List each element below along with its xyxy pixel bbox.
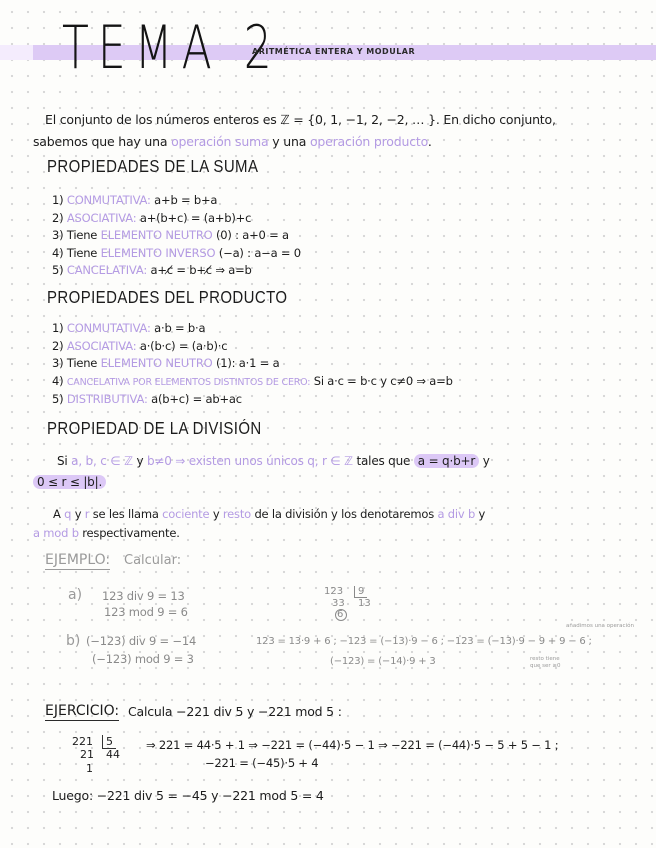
ejemplo-b-line-2: (−123) mod 9 = 3 — [92, 652, 194, 666]
ejercicio-work-2: −221 = (−45)·5 + 4 — [205, 756, 319, 770]
suma-list — [52, 192, 301, 280]
division-dividend: 123 — [324, 586, 344, 597]
ejemplo-b-label: b) — [66, 633, 81, 649]
producto-item-5: 5) DISTRIBUTIVA: a(b+c) = ab+ac — [52, 392, 242, 406]
suma-item-2: 2) ASOCIATIVA: a+(b+c) = (a+b)+c — [52, 210, 252, 225]
ejercicio-work-1: ⇒ 221 = 44·5 + 1 ⇒ −221 = (−44)·5 − 1 ⇒ −221 = (−44)·5 − 5 + 5 − 1 ; — [146, 738, 559, 752]
division-paragraph-1-line-2: 0 ≤ r ≤ |b|. — [33, 475, 106, 489]
division-paragraph-1-line-1: Si a, b, c ∈ ℤ y b≠0 ⇒ existen unos únicos q, r ∈ ℤ tales que a = q·b+r y — [57, 454, 490, 468]
heading-division: PROPIEDAD DE LA DIVISIÓN — [47, 419, 262, 439]
ejemplo-b-work-1: 123 = 13·9 + 6 ; −123 = (−13)·9 − 6 ; −123 = (−13)·9 − 9 + 9 − 6 ; — [256, 636, 592, 647]
ejercicio-result: Luego: −221 div 5 = −45 y −221 mod 5 = 4 — [52, 788, 324, 803]
division-remainder: 1 — [86, 762, 93, 775]
remainder-circle — [335, 609, 347, 621]
suma-item-4: 4) Tiene ELEMENTO INVERSO (−a) : a−a = 0 — [52, 245, 301, 260]
producto-item-4: 4) CANCELATIVA POR ELEMENTOS DISTINTOS DE CERO: Si a·c = b·c y c≠0 ⇒ a=b — [52, 373, 453, 388]
ejemplo-a-label: a) — [68, 587, 83, 603]
page-subtitle: ARITMÉTICA ENTERA Y MODULAR — [252, 47, 416, 56]
intro-line-1: El conjunto de los números enteros es ℤ = {0, 1, −1, 2, −2, … }. En dicho conjunto, — [45, 112, 556, 127]
annotation-low-2: que ser ≥0 — [530, 663, 561, 669]
producto-item-2: 2) ASOCIATIVA: a·(b·c) = (a·b)·c — [52, 338, 228, 353]
suma-item-1: 1) CONMUTATIVA: a+b = b+a — [52, 193, 218, 207]
annotation-top: añadimos una operación — [566, 623, 634, 629]
producto-item-1: 1) CONMUTATIVA: a·b = b·a — [52, 321, 206, 335]
producto-list — [52, 320, 453, 409]
suma-item-3: 3) Tiene ELEMENTO NEUTRO (0) : a+0 = a — [52, 228, 289, 242]
ejercicio-long-division — [72, 735, 132, 779]
division-partial: 33 — [332, 598, 345, 609]
division-divisor: 9 — [354, 586, 367, 598]
ejercicio-statement: Calcula −221 div 5 y −221 mod 5 : — [128, 704, 342, 719]
division-paragraph-2-line-1: A q y r se les llama cociente y resto de la división y los denotaremos a div b y — [53, 507, 486, 521]
producto-item-3: 3) Tiene ELEMENTO NEUTRO (1): a·1 = a — [52, 356, 280, 370]
heading-ejercicio: EJERCICIO: — [45, 703, 120, 719]
division-divisor: 5 — [102, 735, 116, 749]
heading-producto: PROPIEDADES DEL PRODUCTO — [47, 288, 288, 308]
division-quotient: 44 — [106, 748, 120, 761]
suma-item-5: 5) CANCELATIVA: a+c̸ = b+c̸ ⇒ a=b — [52, 263, 252, 277]
ejemplo-a-line-2: 123 mod 9 = 6 — [104, 605, 188, 619]
division-paragraph-2-line-2: a mod b respectivamente. — [33, 526, 180, 540]
division-dividend: 221 — [72, 735, 93, 748]
heading-ejemplo: EJEMPLO: — [45, 552, 111, 568]
ejemplo-a-line-1: 123 div 9 = 13 — [102, 589, 185, 603]
ejemplo-long-division — [324, 586, 380, 626]
division-partial: 21 — [80, 748, 94, 761]
page-title: TEMA 2 — [62, 14, 281, 83]
annotation-low-1: resto tiene — [530, 656, 560, 662]
intro-line-2: sabemos que hay una operación suma y una operación producto. — [33, 134, 432, 149]
ejemplo-b-line-1: (−123) div 9 = −14 — [86, 634, 197, 648]
ejemplo-instruction: Calcular: — [124, 553, 182, 568]
division-remainder: 6 — [337, 609, 344, 620]
division-quotient: 13 — [358, 598, 371, 609]
ejemplo-b-work-2: (−123) = (−14)·9 + 3 — [330, 656, 436, 667]
heading-suma: PROPIEDADES DE LA SUMA — [47, 157, 259, 177]
